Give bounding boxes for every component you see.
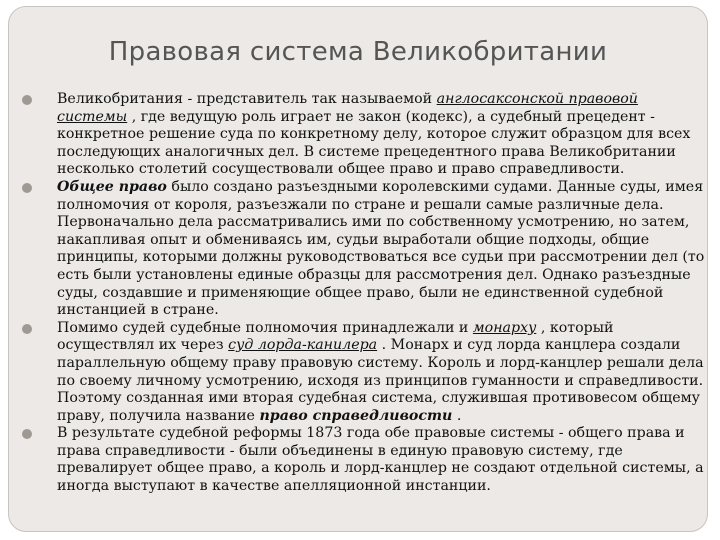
- bullet-4-text: В результате судебной реформы 1873 года обе правовые системы - общего права и права справедливости - были объединены в единую правовую систему, где превалирует общее право, а король и лорд-канцлер не создают отдельной системы, а иногда выступают в качестве апелляционной инстанции.: [57, 425, 704, 495]
- bullet-dot-icon: [22, 183, 32, 193]
- bullet-1-text-rest: , где ведущую роль играет не закон (кодекс), а судебный прецедент - конкретное решение суда по конкретному делу, которое служит образцом для всех последующих аналогичных дел. В системе прецедентного права Великобритании несколько столетий сосуществовали общее право и право справедливости.: [57, 108, 691, 178]
- slide-title: Правовая система Великобритании: [108, 37, 608, 67]
- bullet-3-text-2: , который осуществлял их через: [57, 319, 614, 354]
- bullet-3-text-3: . Монарх и суд лорда канцлера создали параллельную общему праву правовую систему. Король и лорд-канцлер решали дела по своему личному усмотрению, исходя из принципов гуманности и справедливости. Поэтому созданная ими вторая судебная система, служившая противовесом общему праву, получила название: [57, 337, 704, 424]
- bullet-3-monarch: монарху: [472, 319, 537, 336]
- bullet-list: [57, 91, 707, 496]
- bullet-3-equity-term: право справедливости: [259, 407, 453, 424]
- bullet-item-3: [57, 320, 707, 426]
- bullet-2-text: было создано разъездными королевскими судами. Данные суды, имея полномочия от короля, разъезжали по стране и решали самые различные дела. Первоначально дела рассматривались ими по собственному усмотрению, но затем, накапливая опыт и обмениваясь им, судьи выработали общие подходы, общие принципы, которыми должны руководствоваться все судьи при рассмотрении дел (то есть были установлены единые образцы для рассмотрения дел. Однако разъездные суды, создавшие и применяющие общее право, были не единственной судебной инстанцией в стране.: [57, 178, 705, 319]
- bullet-dot-icon: [22, 95, 32, 105]
- bullet-2-term: Общее право: [57, 178, 167, 195]
- bullet-3-court: суд лорда-канилера: [228, 337, 378, 354]
- bullet-1-emphasis: англосаксонской правовой системы: [57, 91, 638, 125]
- bullet-item-1: [57, 91, 707, 179]
- bullet-dot-icon: [22, 429, 32, 439]
- bullet-dot-icon: [22, 324, 32, 334]
- slide: [8, 6, 708, 532]
- bullet-1-text: Великобритания - представитель так называемой: [57, 91, 437, 107]
- bullet-3-text-end: .: [452, 407, 462, 424]
- bullet-3-text: Помимо судей судебные полномочия принадлежали и: [57, 319, 473, 336]
- bullet-item-4: [57, 425, 707, 495]
- bullet-item-2: [57, 179, 707, 320]
